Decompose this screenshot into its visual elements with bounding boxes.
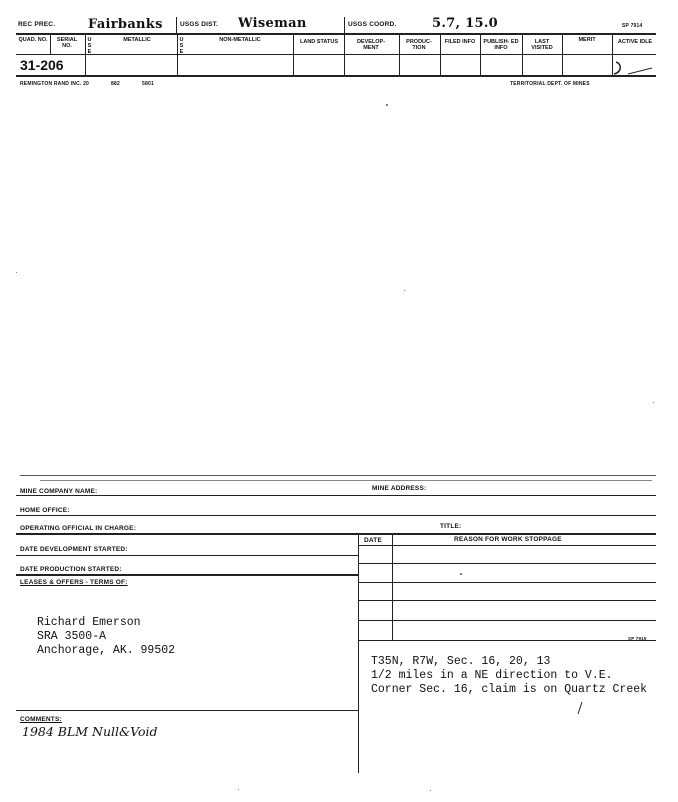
lease-line-3: Anchorage, AK. 99502 <box>37 644 176 657</box>
date-column-header: DATE <box>364 537 383 544</box>
form-number-2: SP 7915 <box>628 636 647 641</box>
usgs-dist-value: Wiseman <box>238 16 307 31</box>
col-quad-no: QUAD. NO. <box>18 37 48 43</box>
location-line-1: T35N, R7W, Sec. 16, 20, 13 <box>371 655 551 668</box>
code-2: 5801 <box>142 81 154 87</box>
form-number: SP 7914 <box>622 23 643 29</box>
operating-official-label: OPERATING OFFICIAL IN CHARGE: <box>20 525 137 532</box>
location-line-2: 1/2 miles in a NE direction to V.E. <box>371 669 613 682</box>
mine-address-label: MINE ADDRESS: <box>372 485 427 492</box>
dept-label: TERRITORIAL DEPT. OF MINES <box>510 81 590 87</box>
col-non-metallic: NON-METALLIC <box>219 37 261 43</box>
pen-stroke-icon <box>575 700 585 716</box>
check-mark-icon <box>608 58 658 78</box>
mine-company-label: MINE COMPANY NAME: <box>20 488 98 495</box>
col-last-visited: LAST VISITED <box>531 39 553 51</box>
prod-started-label: DATE PRODUCTION STARTED: <box>20 566 122 573</box>
usgs-coord-label: USGS COORD. <box>348 21 397 28</box>
usgs-dist-label: USGS DIST. <box>180 21 219 28</box>
leases-label: LEASES & OFFERS - TERMS OF: <box>20 579 128 586</box>
quad-serial-value: 31-206 <box>20 57 64 73</box>
col-serial-no: SERIAL NO. <box>56 37 78 49</box>
col-production: PRODUC- TION <box>406 39 432 51</box>
col-use-2: U S E <box>179 37 184 55</box>
col-land-status: LAND STATUS <box>300 39 338 45</box>
col-development: DEVELOP- MENT <box>356 39 386 51</box>
rec-prec-label: REC PREC. <box>18 21 56 28</box>
comments-label: COMMENTS: <box>20 716 62 723</box>
location-line-3: Corner Sec. 16, claim is on Quartz Creek <box>371 683 648 696</box>
col-metallic: METALLIC <box>123 37 151 43</box>
usgs-coord-value: 5.7, 15.0 <box>432 16 499 31</box>
comments-value: 1984 BLM Null&Void <box>22 724 158 739</box>
home-office-label: HOME OFFICE: <box>20 507 70 514</box>
col-active-idle: ACTIVE IDLE <box>617 39 653 45</box>
col-filed-info: FILED INFO <box>444 39 476 45</box>
title-label: TITLE: <box>440 523 462 530</box>
lease-line-2: SRA 3500-A <box>37 630 107 643</box>
col-use-1: U S E <box>87 37 92 55</box>
col-published-info: PUBLISH- ED INFO <box>483 39 519 51</box>
col-merit: MERIT <box>578 37 596 43</box>
reason-column-header: REASON FOR WORK STOPPAGE <box>454 536 562 543</box>
code-1: 882 <box>111 81 120 87</box>
printer-label: REMINGTON RAND INC. 20 <box>20 81 90 87</box>
rec-prec-value: Fairbanks <box>88 17 163 32</box>
dev-started-label: DATE DEVELOPMENT STARTED: <box>20 546 128 553</box>
lease-line-1: Richard Emerson <box>37 616 141 629</box>
